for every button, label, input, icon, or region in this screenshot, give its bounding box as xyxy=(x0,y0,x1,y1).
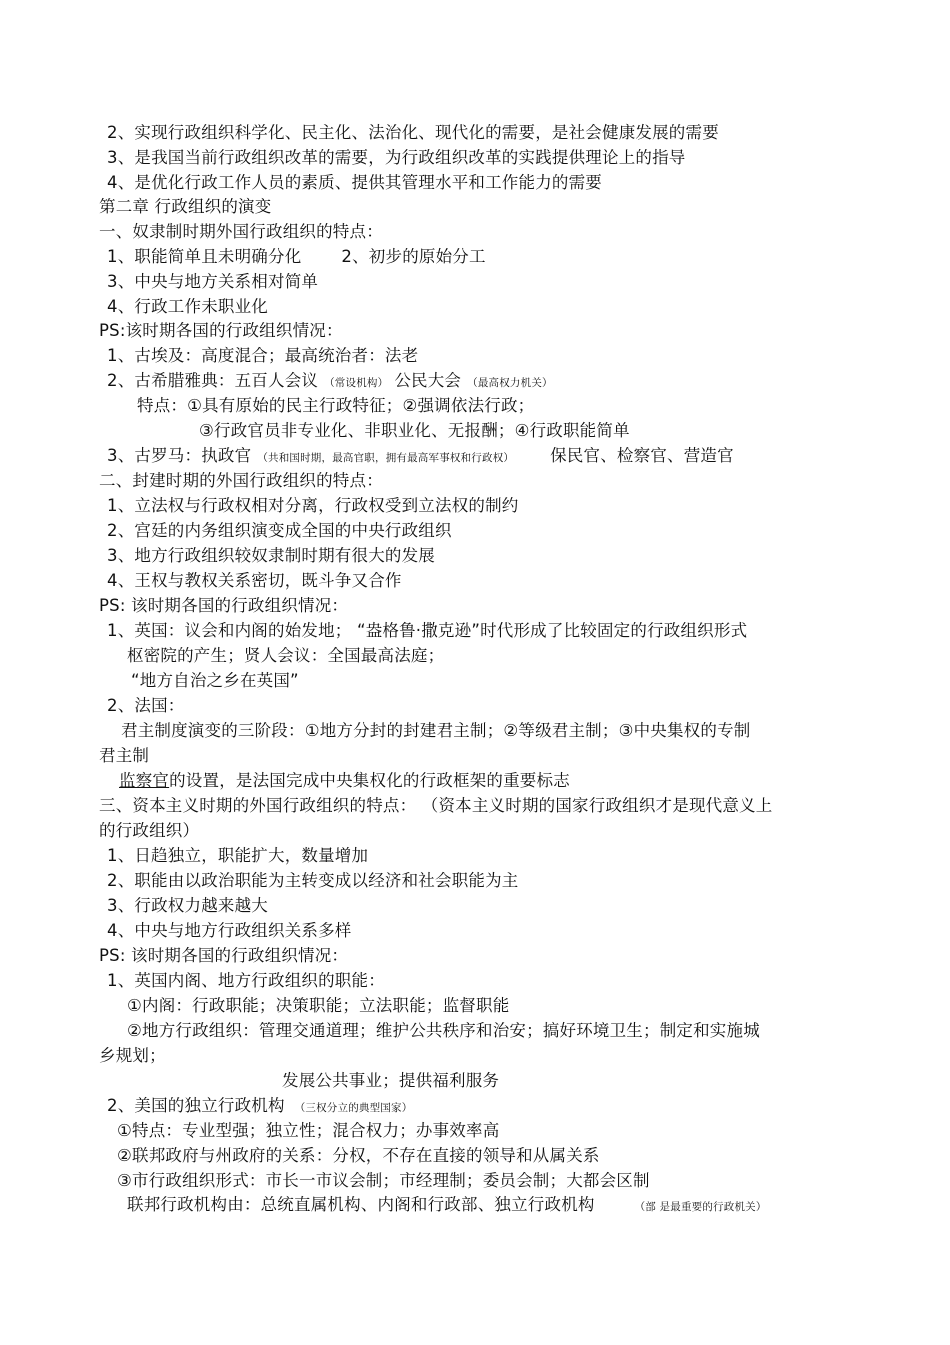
text-line: 1、英国内阁、地方行政组织的职能： xyxy=(107,971,385,990)
section-heading: 二、封建时期的外国行政组织的特点： xyxy=(99,471,383,490)
text-line: 3、地方行政组织较奴隶制时期有很大的发展 xyxy=(107,546,435,565)
text-line: 2、职能由以政治职能为主转变成以经济和社会职能为主 xyxy=(107,871,519,890)
text-line: 1、英国：议会和内阁的始发地； “盎格鲁·撒克逊”时代形成了比较固定的行政组织形式 xyxy=(107,621,748,640)
text-line xyxy=(107,445,734,469)
text-line xyxy=(127,1194,773,1218)
note-text: （部 是最重要的行政机关） xyxy=(634,1201,767,1213)
text-line: 1、立法权与行政权相对分离，行政权受到立法权的制约 xyxy=(107,496,519,515)
text-line: 2、实现行政组织科学化、民主化、法治化、现代化的需要，是社会健康发展的需要 xyxy=(107,123,719,142)
item-text: 公民大会 xyxy=(394,371,462,390)
text-line: “地方自治之乡在英国” xyxy=(131,671,299,690)
text-line: ③市行政组织形式：市长一市议会制；市经理制；委员会制；大都会区制 xyxy=(117,1171,650,1190)
text-line: 2、宫廷的内务组织演变成全国的中央行政组织 xyxy=(107,521,452,540)
text-line: 3、中央与地方关系相对简单 xyxy=(107,272,319,291)
ps-heading: PS: 该时期各国的行政组织情况： xyxy=(99,946,349,965)
text-line: 1、古埃及：高度混合；最高统治者：法老 xyxy=(107,346,419,365)
text-line: 特点：①具有原始的民主行政特征；②强调依法行政； xyxy=(137,396,535,415)
underlined-term: 监察官 xyxy=(119,771,170,790)
text-line: 枢密院的产生；贤人会议：全国最高法庭； xyxy=(127,646,445,665)
item-text: 保民官、检察官、营造官 xyxy=(550,446,734,465)
text-line: 4、王权与教权关系密切，既斗争又合作 xyxy=(107,571,402,590)
section-heading: 三、资本主义时期的外国行政组织的特点： （资本主义时期的国家行政组织才是现代意义上 xyxy=(99,796,773,815)
item-text: 1、职能简单且未明确分化 xyxy=(107,247,302,266)
text-line: 4、行政工作未职业化 xyxy=(107,297,268,316)
item-text: 2、美国的独立行政机构 xyxy=(107,1096,285,1115)
text-line: 4、中央与地方行政组织关系多样 xyxy=(107,921,352,940)
text-line: 1、日趋独立，职能扩大，数量增加 xyxy=(107,846,369,865)
chapter-heading: 第二章 行政组织的演变 xyxy=(99,197,272,216)
ps-heading: PS: 该时期各国的行政组织情况： xyxy=(99,596,349,615)
text-line: ③行政官员非专业化、非职业化、无报酬；④行政职能简单 xyxy=(199,421,630,440)
item-text: 联邦行政机构由：总统直属机构、内阁和行政部、独立行政机构 xyxy=(127,1195,595,1214)
text-line: 君主制 xyxy=(99,746,150,765)
item-text: 的设置，是法国完成中央集权化的行政框架的重要标志 xyxy=(169,771,570,790)
text-line xyxy=(107,246,486,268)
text-line: 君主制度演变的三阶段：①地方分封的封建君主制；②等级君主制；③中央集权的专制 xyxy=(121,721,751,740)
text-line: 3、是我国当前行政组织改革的需要，为行政组织改革的实践提供理论上的指导 xyxy=(107,148,686,167)
item-text: 2、初步的原始分工 xyxy=(341,247,486,266)
text-line: 4、是优化行政工作人员的素质、提供其管理水平和工作能力的需要 xyxy=(107,173,602,192)
text-line xyxy=(107,370,559,394)
note-text: （三权分立的典型国家） xyxy=(294,1102,413,1114)
item-text: 3、古罗马：执政官 xyxy=(107,446,252,465)
text-line xyxy=(107,770,570,792)
note-text: （最高权力机关） xyxy=(467,377,553,389)
text-line: 的行政组织） xyxy=(99,821,200,840)
item-text: 2、古希腊雅典：五百人会议 xyxy=(107,371,319,390)
text-line: ①特点：专业型强；独立性；混合权力；办事效率高 xyxy=(117,1121,500,1140)
text-line xyxy=(107,1095,418,1119)
text-line: 3、行政权力越来越大 xyxy=(107,896,268,915)
section-heading: 一、奴隶制时期外国行政组织的特点： xyxy=(99,222,383,241)
text-line: ①内阁：行政职能；决策职能；立法职能；监督职能 xyxy=(127,996,510,1015)
note-text: （共和国时期，最高官职，拥有最高军事权和行政权） xyxy=(257,452,515,464)
text-line: ②联邦政府与州政府的关系：分权，不存在直接的领导和从属关系 xyxy=(117,1146,600,1165)
text-line: 发展公共事业；提供福利服务 xyxy=(282,1071,500,1090)
note-text: （常设机构） xyxy=(324,377,389,389)
text-line: 2、法国： xyxy=(107,696,185,715)
text-line: ②地方行政组织：管理交通道理；维护公共秩序和治安；搞好环境卫生；制定和实施城 xyxy=(127,1021,760,1040)
text-line: 乡规划； xyxy=(99,1046,166,1065)
ps-heading: PS:该时期各国的行政组织情况： xyxy=(99,321,343,340)
